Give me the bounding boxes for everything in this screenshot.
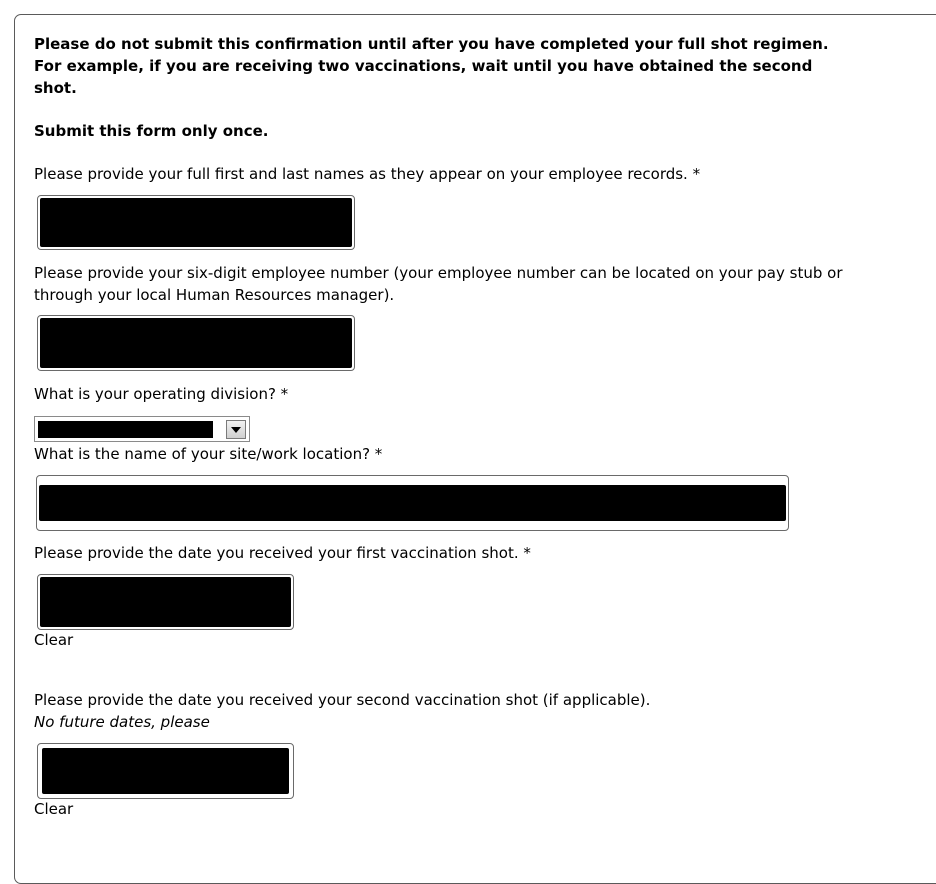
second-shot-clear-button[interactable]: Clear <box>34 800 74 818</box>
second-shot-date-input[interactable] <box>37 743 294 799</box>
division-question-label: What is your operating division? * <box>34 385 289 403</box>
site-location-input[interactable] <box>36 475 789 531</box>
redacted-value <box>40 198 352 247</box>
redacted-value <box>40 318 352 368</box>
notice-line-3: shot. <box>34 79 77 97</box>
first-shot-clear-button[interactable]: Clear <box>34 631 74 649</box>
redacted-value <box>38 421 213 438</box>
full-name-input[interactable] <box>37 195 355 250</box>
employee-number-label-line-1: Please provide your six-digit employee number (your employee number can be located on your pay stub or <box>34 264 843 282</box>
second-shot-hint: No future dates, please <box>34 713 210 731</box>
redacted-value <box>42 748 289 794</box>
redacted-value <box>40 577 291 627</box>
first-shot-date-input[interactable] <box>37 574 294 630</box>
operating-division-select[interactable] <box>34 416 250 442</box>
notice-line-2: For example, if you are receiving two vaccinations, wait until you have obtained the second <box>34 57 813 75</box>
employee-number-label-line-2: through your local Human Resources manager). <box>34 286 395 304</box>
site-question-label: What is the name of your site/work location? * <box>34 445 383 463</box>
first-shot-question-label: Please provide the date you received your first vaccination shot. * <box>34 544 531 562</box>
notice-line-1: Please do not submit this confirmation until after you have completed your full shot regimen. <box>34 35 829 53</box>
submit-once-notice: Submit this form only once. <box>34 122 269 140</box>
employee-number-input[interactable] <box>37 315 355 371</box>
name-question-label: Please provide your full first and last names as they appear on your employee records. * <box>34 165 701 183</box>
dropdown-arrow-icon[interactable] <box>226 420 246 439</box>
redacted-value <box>39 485 786 521</box>
second-shot-question-label: Please provide the date you received your second vaccination shot (if applicable). <box>34 691 651 709</box>
